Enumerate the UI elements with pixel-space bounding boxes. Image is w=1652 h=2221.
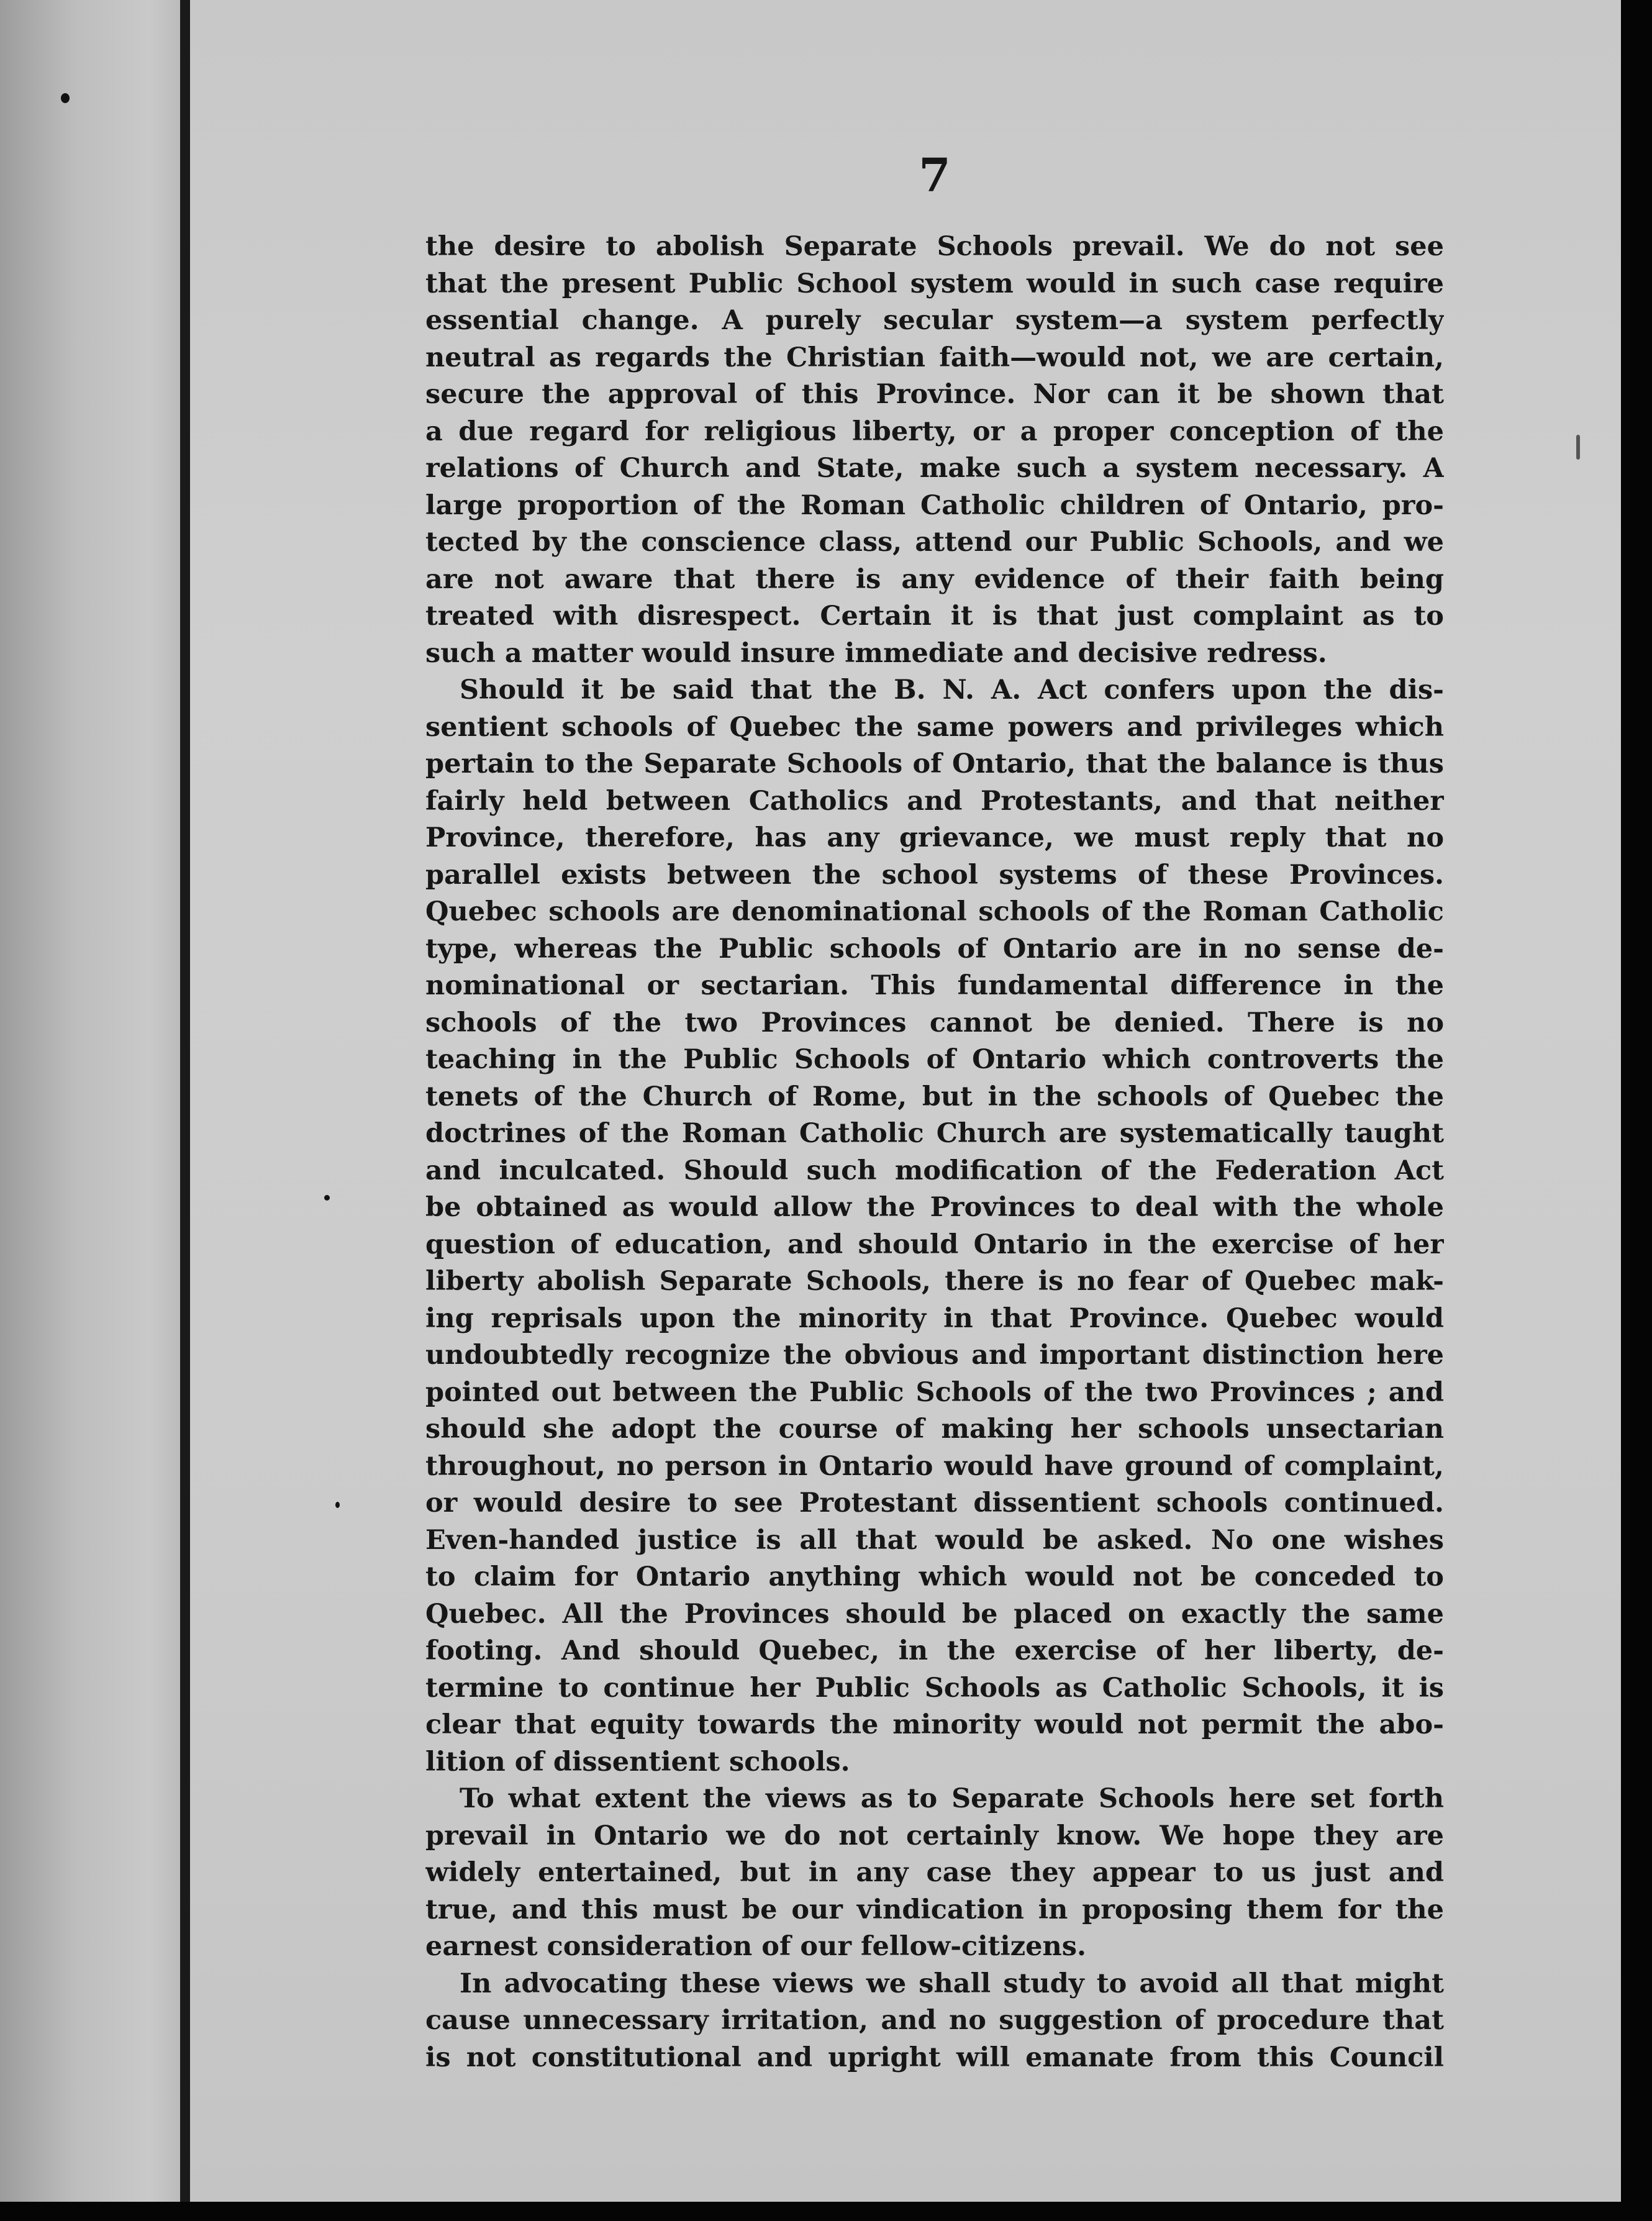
text-line: clear that equity towards the minority would not permit the abo- bbox=[425, 1709, 1444, 1740]
scan-speck bbox=[335, 1502, 340, 1508]
text-line: treated with disrespect. Certain it is that just complaint as to bbox=[425, 601, 1444, 632]
text-line: to claim for Ontario anything which would not be conceded to bbox=[425, 1561, 1444, 1592]
text-line: In advocating these views we shall study to avoid all that might bbox=[460, 1968, 1444, 1999]
text-line: throughout, no person in Ontario would have ground of complaint, bbox=[425, 1450, 1444, 1482]
scan-speck bbox=[61, 93, 70, 103]
text-line: earnest consideration of our fellow-citizens. bbox=[425, 1931, 1086, 1962]
text-line: type, whereas the Public schools of Ontario are in no sense de- bbox=[425, 933, 1444, 965]
text-line: Quebec schools are denominational schools of the Roman Catholic bbox=[425, 896, 1444, 927]
text-line: should she adopt the course of making her schools unsectarian bbox=[425, 1414, 1444, 1445]
text-line: prevail in Ontario we do not certainly know. We hope they are bbox=[425, 1820, 1444, 1851]
text-line: pointed out between the Public Schools of the two Provinces ; and bbox=[425, 1376, 1444, 1408]
text-line: a due regard for religious liberty, or a proper conception of the bbox=[425, 416, 1444, 447]
text-line: To what extent the views as to Separate Schools here set forth bbox=[460, 1783, 1444, 1814]
text-line: is not constitutional and upright will emanate from this Council bbox=[425, 2042, 1444, 2073]
text-line: or would desire to see Protestant dissentient schools continued. bbox=[425, 1487, 1444, 1519]
text-line: large proportion of the Roman Catholic children of Ontario, pro- bbox=[425, 489, 1444, 521]
page-number: 7 bbox=[919, 149, 951, 202]
text-line: true, and this must be our vindication in proposing them for the bbox=[425, 1894, 1444, 1925]
scan-border-bottom bbox=[0, 2202, 1652, 2221]
text-line: essential change. A purely secular system—a system perfectly bbox=[425, 305, 1444, 336]
text-line: Quebec. All the Provinces should be placed on exactly the same bbox=[425, 1598, 1444, 1630]
scan-speck bbox=[324, 1195, 330, 1201]
scan-border-right bbox=[1621, 0, 1652, 2221]
text-line: footing. And should Quebec, in the exercise of her liberty, de- bbox=[425, 1635, 1444, 1666]
text-line: pertain to the Separate Schools of Ontario, that the balance is thus bbox=[425, 748, 1444, 779]
text-line: are not aware that there is any evidence of their faith being bbox=[425, 563, 1444, 595]
text-line: tected by the conscience class, attend our Public Schools, and we bbox=[425, 527, 1444, 558]
text-line: undoubtedly recognize the obvious and important distinction here bbox=[425, 1340, 1444, 1371]
scan-speck bbox=[1576, 435, 1580, 460]
text-line: widely entertained, but in any case they appear to us just and bbox=[425, 1857, 1444, 1888]
text-line: teaching in the Public Schools of Ontario which controverts the bbox=[425, 1044, 1444, 1075]
text-line: the desire to abolish Separate Schools prevail. We do not see bbox=[425, 231, 1444, 262]
text-line: lition of dissentient schools. bbox=[425, 1746, 850, 1778]
text-line: parallel exists between the school systems of these Provinces. bbox=[425, 859, 1444, 891]
text-line: nominational or sectarian. This fundamental difference in the bbox=[425, 970, 1444, 1001]
text-line: schools of the two Provinces cannot be denied. There is no bbox=[425, 1007, 1444, 1038]
text-line: secure the approval of this Province. Nor can it be shown that bbox=[425, 379, 1444, 410]
adjacent-page-margin bbox=[0, 0, 186, 2221]
body-text bbox=[425, 229, 1444, 2076]
page-gutter bbox=[180, 0, 190, 2221]
text-line: termine to continue her Public Schools as Catholic Schools, it is bbox=[425, 1672, 1444, 1704]
text-line: and inculcated. Should such modification of the Federation Act bbox=[425, 1155, 1444, 1186]
text-line: neutral as regards the Christian faith—would not, we are certain, bbox=[425, 342, 1444, 373]
text-line: Even-handed justice is all that would be asked. No one wishes bbox=[425, 1524, 1444, 1556]
text-line: sentient schools of Quebec the same powers and privileges which bbox=[425, 711, 1444, 743]
text-line: question of education, and should Ontario in the exercise of her bbox=[425, 1229, 1444, 1260]
text-line: tenets of the Church of Rome, but in the schools of Quebec the bbox=[425, 1081, 1444, 1112]
text-line: that the present Public School system would in such case require bbox=[425, 268, 1444, 299]
text-line: liberty abolish Separate Schools, there is no fear of Quebec mak- bbox=[425, 1266, 1444, 1297]
text-line: be obtained as would allow the Provinces to deal with the whole bbox=[425, 1192, 1444, 1223]
text-line: ing reprisals upon the minority in that Province. Quebec would bbox=[425, 1302, 1444, 1334]
text-line: fairly held between Catholics and Protestants, and that neither bbox=[425, 785, 1444, 817]
text-line: cause unnecessary irritation, and no suggestion of procedure that bbox=[425, 2005, 1444, 2036]
text-line: relations of Church and State, make such a system necessary. A bbox=[425, 453, 1444, 484]
text-line: doctrines of the Roman Catholic Church are systematically taught bbox=[425, 1118, 1444, 1149]
text-line: such a matter would insure immediate and decisive redress. bbox=[425, 637, 1327, 669]
text-line: Should it be said that the B. N. A. Act confers upon the dis- bbox=[460, 674, 1444, 706]
text-line: Province, therefore, has any grievance, we must reply that no bbox=[425, 822, 1444, 853]
